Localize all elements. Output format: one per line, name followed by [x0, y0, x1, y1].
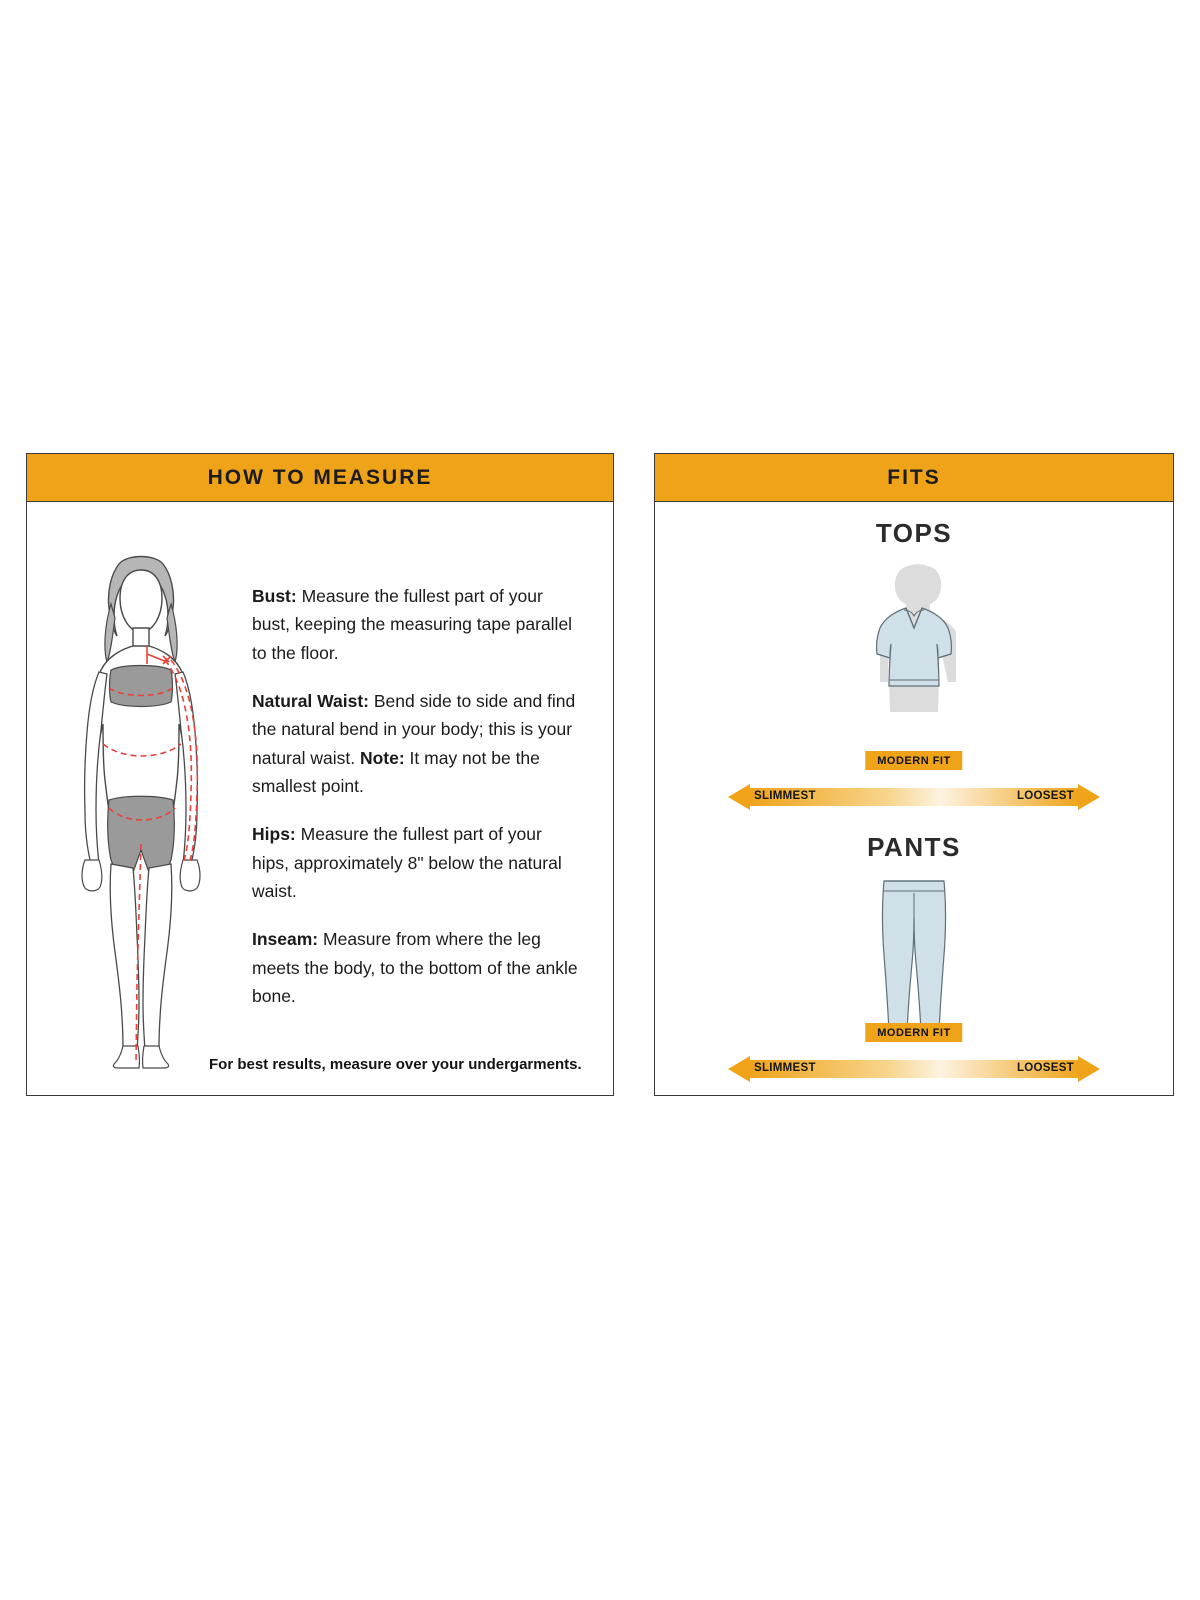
fits-header: FITS [655, 454, 1173, 502]
measure-term-note: Note: [359, 747, 405, 768]
tops-section-title: TOPS [875, 518, 953, 548]
measure-term-natural-waist: Natural Waist: [252, 691, 370, 712]
fits-panel [654, 453, 1174, 1096]
tops-scale-label-loosest: LOOSEST [1016, 790, 1074, 802]
pants-fit-scale [728, 1052, 1100, 1086]
female-body-measurement-figure [41, 512, 241, 1072]
pants-garment-illustration [866, 877, 962, 1037]
measure-desc-natural-waist: Bend side to side and find the natural bend in your body; this is your natural waist. [252, 691, 576, 768]
measure-term-bust: Bust: [252, 586, 297, 606]
measure-desc-bust: Measure the fullest part of your bust, keeping the measuring tape parallel to the floor. [252, 586, 573, 663]
pants-section-title: PANTS [867, 832, 961, 862]
measure-item-inseam [252, 925, 582, 1010]
tops-fit-scale [728, 780, 1100, 814]
pants-scale-label-loosest: LOOSEST [1016, 1062, 1074, 1074]
tops-garment-illustration [854, 562, 974, 712]
pants-fit-badge: MODERN FIT [865, 1023, 962, 1042]
how-to-measure-body [27, 502, 613, 1095]
measure-footnote: For best results, measure over your undergarments. [209, 1056, 582, 1073]
measure-item-natural-waist [252, 687, 582, 800]
measure-desc-hips: Measure the fullest part of your hips, approximately 8" below the natural waist. [252, 824, 562, 902]
measure-desc-note: It may not be the smallest point. [252, 747, 540, 797]
fits-body [655, 502, 1173, 1095]
how-to-measure-panel [26, 453, 614, 1096]
measure-term-hips: Hips: [252, 824, 296, 845]
pants-scale-label-slimmest: SLIMMEST [754, 1062, 816, 1074]
measure-item-hips [252, 820, 582, 905]
tops-scale-label-slimmest: SLIMMEST [754, 790, 816, 802]
measure-term-inseam: Inseam: [252, 929, 319, 950]
measure-item-bust [252, 582, 582, 667]
how-to-measure-header: HOW TO MEASURE [27, 454, 613, 502]
tops-fit-badge: MODERN FIT [865, 751, 962, 770]
measure-desc-inseam: Measure from where the leg meets the body, to the bottom of the ankle bone. [252, 929, 578, 1007]
measure-instructions [252, 582, 582, 1030]
